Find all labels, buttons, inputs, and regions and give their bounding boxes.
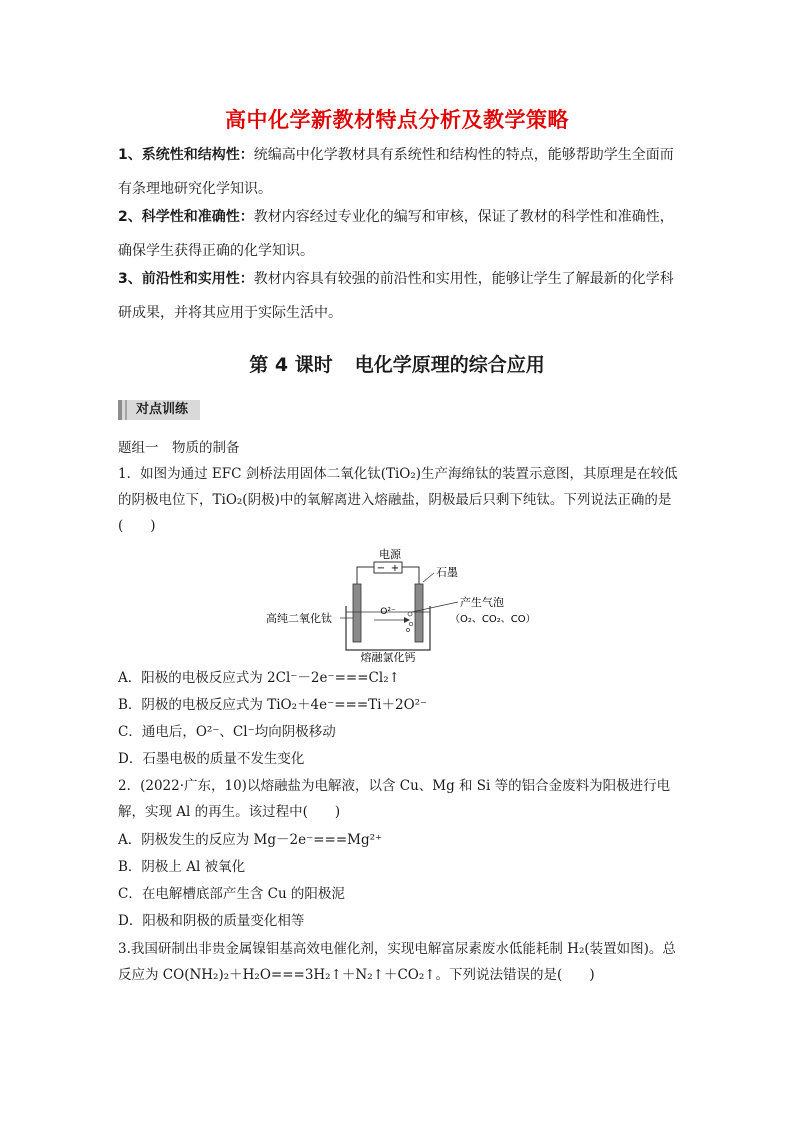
- feature-1-text: 统编高中化学教材具有系统性和结构性的特点，能够帮助学生全面而有条理地研究化学知识。: [118, 147, 674, 197]
- feature-1: [118, 138, 678, 206]
- bubble-icon: [408, 612, 412, 616]
- diagram-graphite-label: 石墨: [436, 566, 458, 579]
- electrolysis-diagram: [262, 546, 542, 662]
- question-1-stem: 1．如图为通过 EFC 剑桥法用固体二氧化钛(TiO₂)生产海绵钛的装置示意图，其原理是在较低的阴极电位下，TiO₂(阴极)中的氧解离进入熔融盐，阴极最后只剩下纯钛。下列说法正确的是( ): [118, 466, 678, 534]
- question-2-stem: 2．(2022·广东，10)以熔融盐为电解液，以含 Cu、Mg 和 Si 等的铝合金废料为阳极进行电解，实现 Al 的再生。该过程中( ): [118, 778, 671, 820]
- feature-2-label: 2、科学性和准确性：: [118, 209, 254, 225]
- bubble-icon: [407, 629, 410, 632]
- question-1-option-a: A．阳极的电极反应式为 2Cl⁻－2e⁻===Cl₂↑: [118, 670, 400, 686]
- diagram-minus: −: [376, 563, 386, 574]
- question-2-option-d: D．阳极和阴极的质量变化相等: [118, 913, 305, 929]
- feature-1-label: 1、系统性和结构性：: [118, 147, 254, 163]
- diagram-power-label: 电源: [379, 548, 401, 561]
- diagram-cathode-label: 高纯二氧化钛: [266, 612, 332, 625]
- feature-3-label: 3、前沿性和实用性：: [118, 271, 254, 287]
- lesson-number: 第 4 课时: [249, 354, 333, 376]
- graphite-pointer: [423, 573, 434, 582]
- section-tag: 对点训练: [118, 400, 200, 420]
- group-title: 题组一 物质的制备: [118, 440, 240, 456]
- bubble-icon: [409, 622, 413, 626]
- question-2-option-c: C．在电解槽底部产生含 Cu 的阳极泥: [118, 886, 345, 902]
- question-3-stem: 3.我国研制出非贵金属镍钼基高效电催化剂，实现电解富尿素废水低能耗制 H₂(装置如图)。总反应为 CO(NH₂)₂＋H₂O===3H₂↑＋N₂↑＋CO₂↑。下列说法错误的是( ): [118, 941, 676, 983]
- cathode-electrode: [353, 584, 361, 642]
- question-2-option-a: A．阴极发生的反应为 Mg－2e⁻===Mg²⁺: [118, 832, 383, 848]
- feature-2-text: 教材内容经过专业化的编写和审核，保证了教材的科学性和准确性，确保学生获得正确的化学知识。: [118, 209, 674, 259]
- question-2-option-b: B．阴极上 Al 被氧化: [118, 859, 246, 875]
- graphite-electrode: [415, 584, 423, 642]
- diagram-electrolyte-label: 熔融氯化钙: [360, 651, 416, 662]
- wire-right: [402, 567, 419, 584]
- diagram-gas-species: （O₂、CO₂、CO）: [450, 614, 536, 625]
- question-1-option-b: B．阴极的电极反应式为 TiO₂＋4e⁻===Ti＋2O²⁻: [118, 697, 428, 713]
- lesson-name: 电化学原理的综合应用: [354, 354, 545, 376]
- feature-2: [118, 200, 678, 268]
- document-title: 高中化学新教材特点分析及教学策略: [225, 108, 569, 132]
- feature-3: [118, 262, 678, 330]
- feature-3-text: 教材内容具有较强的前沿性和实用性，能够让学生了解最新的化学科研成果，并将其应用于实际生活中。: [118, 271, 674, 321]
- wire-left: [357, 567, 374, 584]
- diagram-ion-label: O²⁻: [380, 607, 396, 617]
- question-1-option-c: C．通电后，O²⁻、Cl⁻均向阴极移动: [118, 724, 336, 740]
- ion-arrowhead-icon: [404, 617, 410, 623]
- question-1-option-d: D．石墨电极的质量不发生变化: [118, 751, 305, 767]
- lesson-heading: [0, 350, 794, 377]
- diagram-plus: +: [390, 563, 400, 574]
- diagram-gas-label: 产生气泡: [460, 596, 504, 609]
